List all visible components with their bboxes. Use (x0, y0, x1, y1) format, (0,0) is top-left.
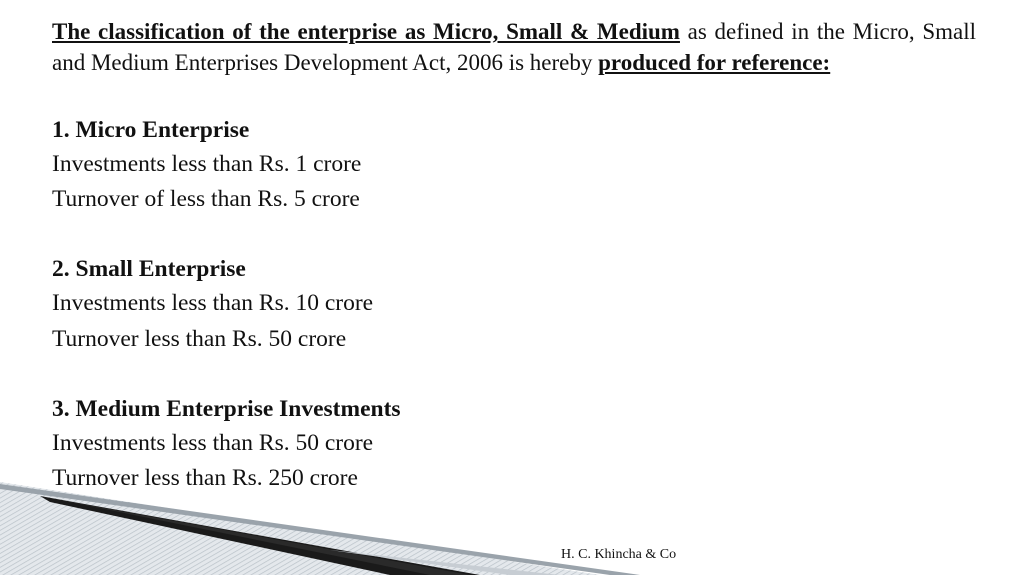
medium-investment-text: Investments less than Rs. 50 crore (52, 430, 374, 456)
section-heading-medium: 3. Medium Enterprise Investments (52, 396, 401, 422)
footer-company-name: H. C. Khincha & Co (561, 547, 677, 562)
small-turnover-text: Turnover less than Rs. 50 crore (52, 326, 347, 352)
small-investment-text: Investments less than Rs. 10 crore (52, 290, 374, 316)
intro-middle-text: as defined in the Micro, Small and Medium Enterprises Development Act, 2006 is hereby (52, 19, 977, 75)
intro-paragraph (52, 17, 976, 78)
section-heading-small: 2. Small Enterprise (52, 256, 246, 282)
section-heading-micro: 1. Micro Enterprise (52, 117, 250, 143)
medium-turnover-text: Turnover less than Rs. 250 crore (52, 465, 358, 491)
decorative-swoosh (0, 470, 1024, 575)
intro-bold-tail: produced for reference: (598, 49, 831, 75)
micro-investment-text: Investments less than Rs. 1 crore (52, 151, 362, 177)
intro-bold-lead: The classification of the enterprise as Micro, Small & Medium (52, 19, 680, 44)
micro-turnover-text: Turnover of less than Rs. 5 crore (52, 186, 360, 212)
